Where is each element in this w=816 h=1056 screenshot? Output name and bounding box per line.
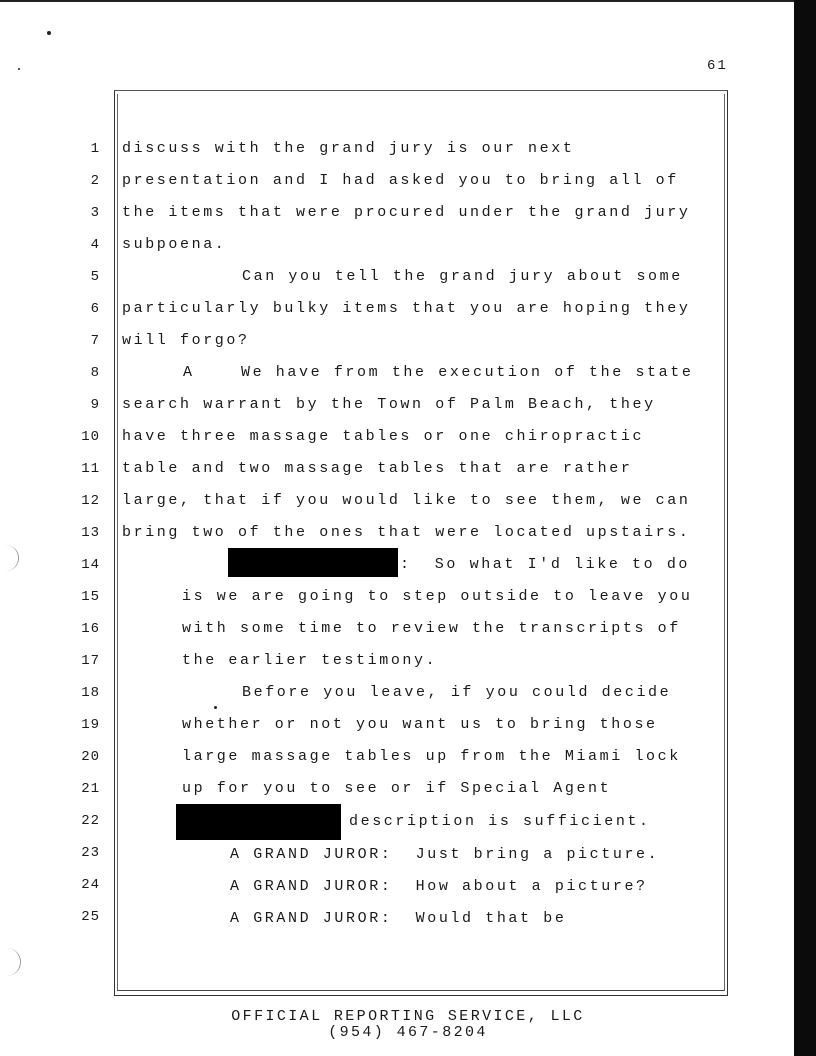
transcript-line: A GRAND JUROR: How about a picture? [230,878,648,895]
transcript-line: table and two massage tables that are rather [122,460,633,477]
redaction-block [228,548,398,577]
transcript-line: A GRAND JUROR: Would that be [230,910,567,927]
transcript-line: search warrant by the Town of Palm Beach, they [122,396,656,413]
line-number: 21 [81,781,100,797]
line-number: 16 [81,621,100,637]
line-number: 25 [81,909,100,925]
transcript-line: discuss with the grand jury is our next [122,140,575,157]
binder-hole-mark [4,545,19,571]
line-number: 18 [81,685,100,701]
line-number: 5 [90,269,100,285]
transcript-line: is we are going to step outside to leave you [182,588,693,605]
transcript-line: up for you to see or if Special Agent [182,780,612,797]
top-edge-line [0,0,794,2]
binder-hole-mark [2,948,21,976]
line-number: 15 [81,589,100,605]
transcript-line: : So what I'd like to do [400,556,691,573]
transcript-line: description is sufficient. [349,813,651,830]
transcript-line: Before you leave, if you could decide [242,684,672,701]
scan-edge-bar [794,0,816,1056]
line-number: 14 [81,557,100,573]
transcript-line: will forgo? [122,332,250,349]
transcript-line: large, that if you would like to see them, we can [122,492,691,509]
transcript-line: whether or not you want us to bring those [182,716,658,733]
line-number: 17 [81,653,100,669]
line-number: 22 [81,813,100,829]
transcript-line: A GRAND JUROR: Just bring a picture. [230,846,660,863]
page-number: 61 [707,58,728,74]
footer-company: OFFICIAL REPORTING SERVICE, LLC [231,1008,585,1025]
line-number: 7 [90,333,100,349]
line-number: 19 [81,717,100,733]
transcript-line: bring two of the ones that were located upstairs. [122,524,691,541]
scan-speck [18,68,20,70]
transcript-line: particularly bulky items that you are hoping they [122,300,691,317]
line-number: 1 [90,141,100,157]
transcript-line: the items that were procured under the grand jury [122,204,691,221]
scan-speck [47,31,51,35]
transcript-line: subpoena. [122,236,227,253]
transcript-line: have three massage tables or one chiropractic [122,428,645,445]
footer-phone: (954) 467-8204 [328,1024,488,1041]
line-number: 6 [90,301,100,317]
line-number: 24 [81,877,100,893]
transcript-line: Can you tell the grand jury about some [242,268,683,285]
line-number: 4 [90,237,100,253]
line-number: 8 [90,365,100,381]
line-number: 10 [81,429,100,445]
transcript-line: with some time to review the transcripts of [182,620,681,637]
transcript-line: presentation and I had asked you to bring all of [122,172,679,189]
line-number: 13 [81,525,100,541]
line-number: 2 [90,173,100,189]
transcript-line: large massage tables up from the Miami lock [182,748,681,765]
line-number: 3 [90,205,100,221]
line-number: 20 [81,749,100,765]
line-number: 12 [81,493,100,509]
redaction-block [176,804,341,840]
line-number: 11 [81,461,100,477]
transcript-line: the earlier testimony. [182,652,438,669]
line-number: 23 [81,845,100,861]
transcript-line: A We have from the execution of the state [183,364,694,381]
line-number: 9 [90,397,100,413]
